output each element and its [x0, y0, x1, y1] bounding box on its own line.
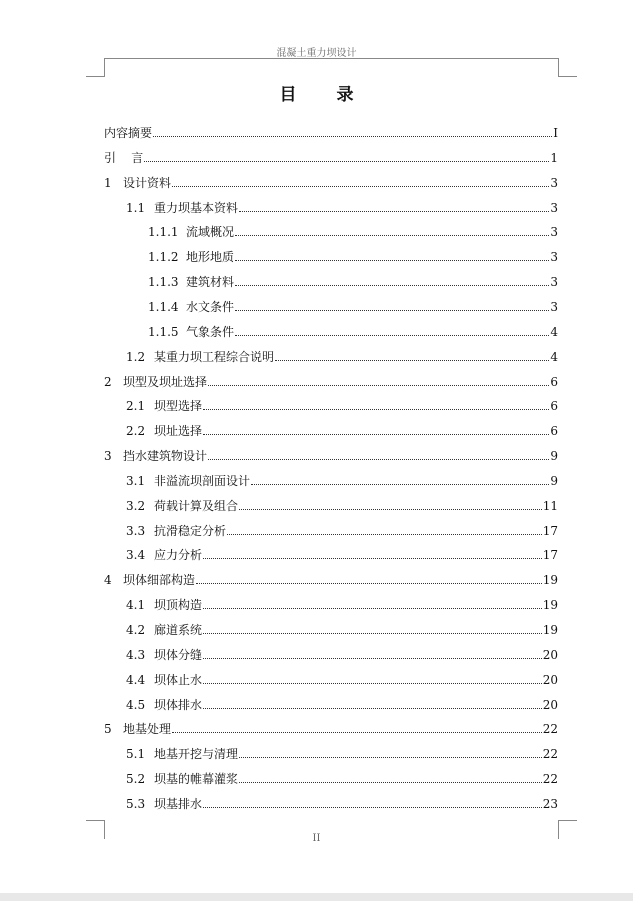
toc-entry[interactable] — [104, 468, 558, 488]
toc-dot-leader — [235, 335, 549, 336]
toc-entry-number: 1 — [104, 175, 112, 190]
toc-entry-page: I — [553, 126, 558, 140]
toc-entry-number: 1.1.1 — [148, 225, 179, 240]
toc-entry-page: 4 — [550, 324, 558, 339]
toc-entry[interactable] — [104, 344, 558, 364]
toc-entry-number: 4.2 — [126, 623, 146, 637]
toc-entry-page: 3 — [550, 200, 558, 215]
toc-entry-number: 5.2 — [126, 772, 146, 787]
toc-entry[interactable] — [104, 319, 558, 339]
page-number: II — [312, 833, 321, 844]
toc-entry[interactable] — [104, 567, 558, 587]
toc-entry-page: 6 — [550, 424, 558, 439]
toc-entry-number: 4.4 — [126, 672, 146, 687]
toc-dot-leader — [235, 285, 549, 286]
toc-entry-number: 1.1.2 — [148, 250, 179, 265]
toc-title-part1: 目 — [279, 85, 297, 105]
toc-entry-page: 1 — [550, 150, 558, 165]
running-header: 混凝土重力坝设计 — [276, 48, 357, 59]
toc-entry-label: 坝体止水 — [154, 672, 203, 687]
toc-entry-number: 2.2 — [126, 424, 146, 439]
toc-entry-number: 4.5 — [126, 697, 146, 712]
toc-entry-page: 3 — [550, 299, 558, 314]
toc-entry-label: 坝体排水 — [154, 697, 203, 712]
toc-entry-page: 22 — [542, 772, 558, 787]
toc-entry-page: 9 — [550, 449, 558, 464]
toc-entry-page: 22 — [542, 722, 558, 737]
toc-entry-number: 2 — [104, 374, 112, 389]
toc-entry-label: 廊道系统 — [154, 623, 203, 637]
toc-entry-number: 5.1 — [126, 747, 146, 762]
toc-entry-page: 6 — [550, 374, 558, 389]
toc-entry[interactable] — [104, 269, 558, 289]
toc-dot-leader — [203, 608, 542, 609]
toc-entry-page: 6 — [550, 399, 558, 414]
toc-entry-number: 1.1.4 — [148, 299, 179, 314]
toc-dot-leader — [203, 633, 542, 634]
toc-dot-leader — [208, 385, 549, 386]
crop-mark-top-left — [86, 58, 105, 77]
toc-dot-leader — [239, 782, 542, 783]
header-rule — [104, 58, 558, 59]
toc-dot-leader — [196, 583, 542, 584]
toc-entry-number: 3.2 — [126, 498, 146, 513]
toc-dot-leader — [235, 310, 549, 311]
toc-entry-page: 20 — [542, 647, 558, 662]
toc-entry-page: 23 — [542, 796, 558, 811]
toc-entry-number: 3 — [104, 449, 112, 464]
toc-dot-leader — [208, 459, 549, 460]
toc-dot-leader — [239, 211, 549, 212]
crop-mark-top-right — [558, 58, 577, 77]
toc-entry[interactable] — [104, 617, 558, 637]
toc-entry-number: 3.1 — [126, 473, 146, 488]
toc-dot-leader — [203, 658, 542, 659]
toc-entry-page: 3 — [550, 225, 558, 240]
toc-entry-number: 3.4 — [126, 548, 146, 563]
toc-entry-number: 5.3 — [126, 796, 146, 811]
toc-entry-page: 3 — [550, 275, 558, 290]
toc-dot-leader — [203, 708, 542, 709]
toc-dot-leader — [239, 757, 542, 758]
toc-entry[interactable] — [104, 493, 558, 513]
toc-dot-leader — [235, 235, 549, 236]
toc-entry[interactable] — [104, 667, 558, 687]
toc-dot-leader — [275, 360, 549, 361]
toc-entry[interactable] — [104, 791, 558, 811]
toc-entry-number: 1.1.3 — [148, 275, 179, 290]
toc-entry-number: 4 — [104, 573, 112, 588]
toc-entry-page: 22 — [542, 747, 558, 762]
toc-entry-label: 建筑材料 — [186, 275, 235, 290]
toc-entry-label: 坝型选择 — [154, 399, 203, 414]
toc-entry-page: 19 — [542, 623, 558, 637]
toc-entry-label: 挡水建筑物设计 — [123, 449, 208, 464]
toc-entry-label: 地形地质 — [186, 250, 235, 265]
toc-entry-label: 某重力坝工程综合说明 — [154, 349, 275, 364]
toc-entry-label: 应力分析 — [154, 548, 203, 563]
toc-title-part2: 录 — [336, 85, 354, 105]
toc-entry-page: 9 — [550, 473, 558, 488]
toc-entry[interactable] — [104, 120, 558, 140]
toc-entry-label: 荷载计算及组合 — [154, 498, 239, 513]
toc-entry-number: 5 — [104, 722, 112, 737]
toc-dot-leader — [235, 260, 549, 261]
toc-dot-leader — [144, 161, 549, 162]
toc-entry[interactable] — [104, 195, 558, 215]
toc-entry-label: 水文条件 — [186, 299, 235, 314]
toc-dot-leader — [203, 558, 542, 559]
toc-entry[interactable] — [104, 294, 558, 314]
toc-dot-leader — [172, 186, 549, 187]
toc-entry-label: 坝顶构造 — [154, 598, 203, 613]
toc-title — [0, 80, 633, 105]
toc-entry-label: 坝址选择 — [154, 424, 203, 439]
toc-entry-page: 11 — [542, 498, 558, 513]
toc-entry[interactable] — [104, 443, 558, 463]
toc-dot-leader — [153, 136, 552, 137]
toc-dot-leader — [203, 434, 549, 435]
toc-entry[interactable] — [104, 393, 558, 413]
toc-entry-label: 内容摘要 — [104, 126, 153, 140]
toc-entry-page: 17 — [542, 523, 558, 538]
toc-entry-label: 非溢流坝剖面设计 — [154, 473, 251, 488]
toc-entry-number: 3.3 — [126, 523, 146, 538]
toc-entry-page: 17 — [542, 548, 558, 563]
toc-entry-label: 气象条件 — [186, 324, 235, 339]
toc-entry[interactable] — [104, 170, 558, 190]
toc-entry-page: 19 — [542, 573, 558, 588]
toc-entry-label: 流域概况 — [186, 225, 235, 240]
toc-entry-number: 2.1 — [126, 399, 146, 414]
toc-entry[interactable] — [104, 642, 558, 662]
toc-entry-page: 4 — [550, 349, 558, 364]
toc-entry-label: 抗滑稳定分析 — [154, 523, 227, 538]
toc-entry-label: 地基处理 — [123, 722, 172, 737]
toc-entry-number: 1.2 — [126, 349, 146, 364]
toc-entry-label: 坝体分缝 — [154, 647, 203, 662]
toc-entry-label: 设计资料 — [123, 175, 172, 190]
toc-dot-leader — [172, 732, 542, 733]
toc-entry-label: 坝型及坝址选择 — [123, 374, 208, 389]
toc-entry-label: 重力坝基本资料 — [154, 200, 239, 215]
toc-entry-number: 1.1.5 — [148, 324, 179, 339]
toc-entry[interactable] — [104, 542, 558, 562]
toc-entry[interactable] — [104, 716, 558, 736]
toc-entry[interactable] — [104, 692, 558, 712]
toc-entry-label: 坝体细部构造 — [123, 573, 196, 588]
toc-dot-leader — [251, 484, 549, 485]
toc-dot-leader — [203, 683, 542, 684]
toc-dot-leader — [203, 807, 542, 808]
toc-entry-number: 4.1 — [126, 598, 146, 613]
toc-entry[interactable] — [104, 741, 558, 761]
toc-entry[interactable] — [104, 369, 558, 389]
toc-entry-label: 地基开挖与清理 — [154, 747, 239, 762]
toc-dot-leader — [239, 509, 542, 510]
toc-entry[interactable] — [104, 766, 558, 786]
toc-entry-number: 4.3 — [126, 647, 146, 662]
toc-entry[interactable] — [104, 219, 558, 239]
toc-dot-leader — [227, 534, 542, 535]
toc-entry[interactable] — [104, 418, 558, 438]
toc-entry-label: 坝基的帷幕灌浆 — [154, 772, 239, 787]
toc-entry[interactable] — [104, 145, 558, 165]
toc-entry-page: 20 — [542, 697, 558, 712]
toc-entry-label: 引 言 — [104, 150, 144, 165]
toc-entry[interactable] — [104, 518, 558, 538]
toc-entry[interactable] — [104, 592, 558, 612]
toc-entry-page: 20 — [542, 672, 558, 687]
toc-entry-number: 1.1 — [126, 200, 146, 215]
toc-entry[interactable] — [104, 244, 558, 264]
toc-entry-label: 坝基排水 — [154, 796, 203, 811]
toc-entry-page: 19 — [542, 598, 558, 613]
toc-entry-page: 3 — [550, 175, 558, 190]
toc-entry-page: 3 — [550, 250, 558, 265]
bottom-bar — [0, 893, 633, 901]
toc-dot-leader — [203, 409, 549, 410]
